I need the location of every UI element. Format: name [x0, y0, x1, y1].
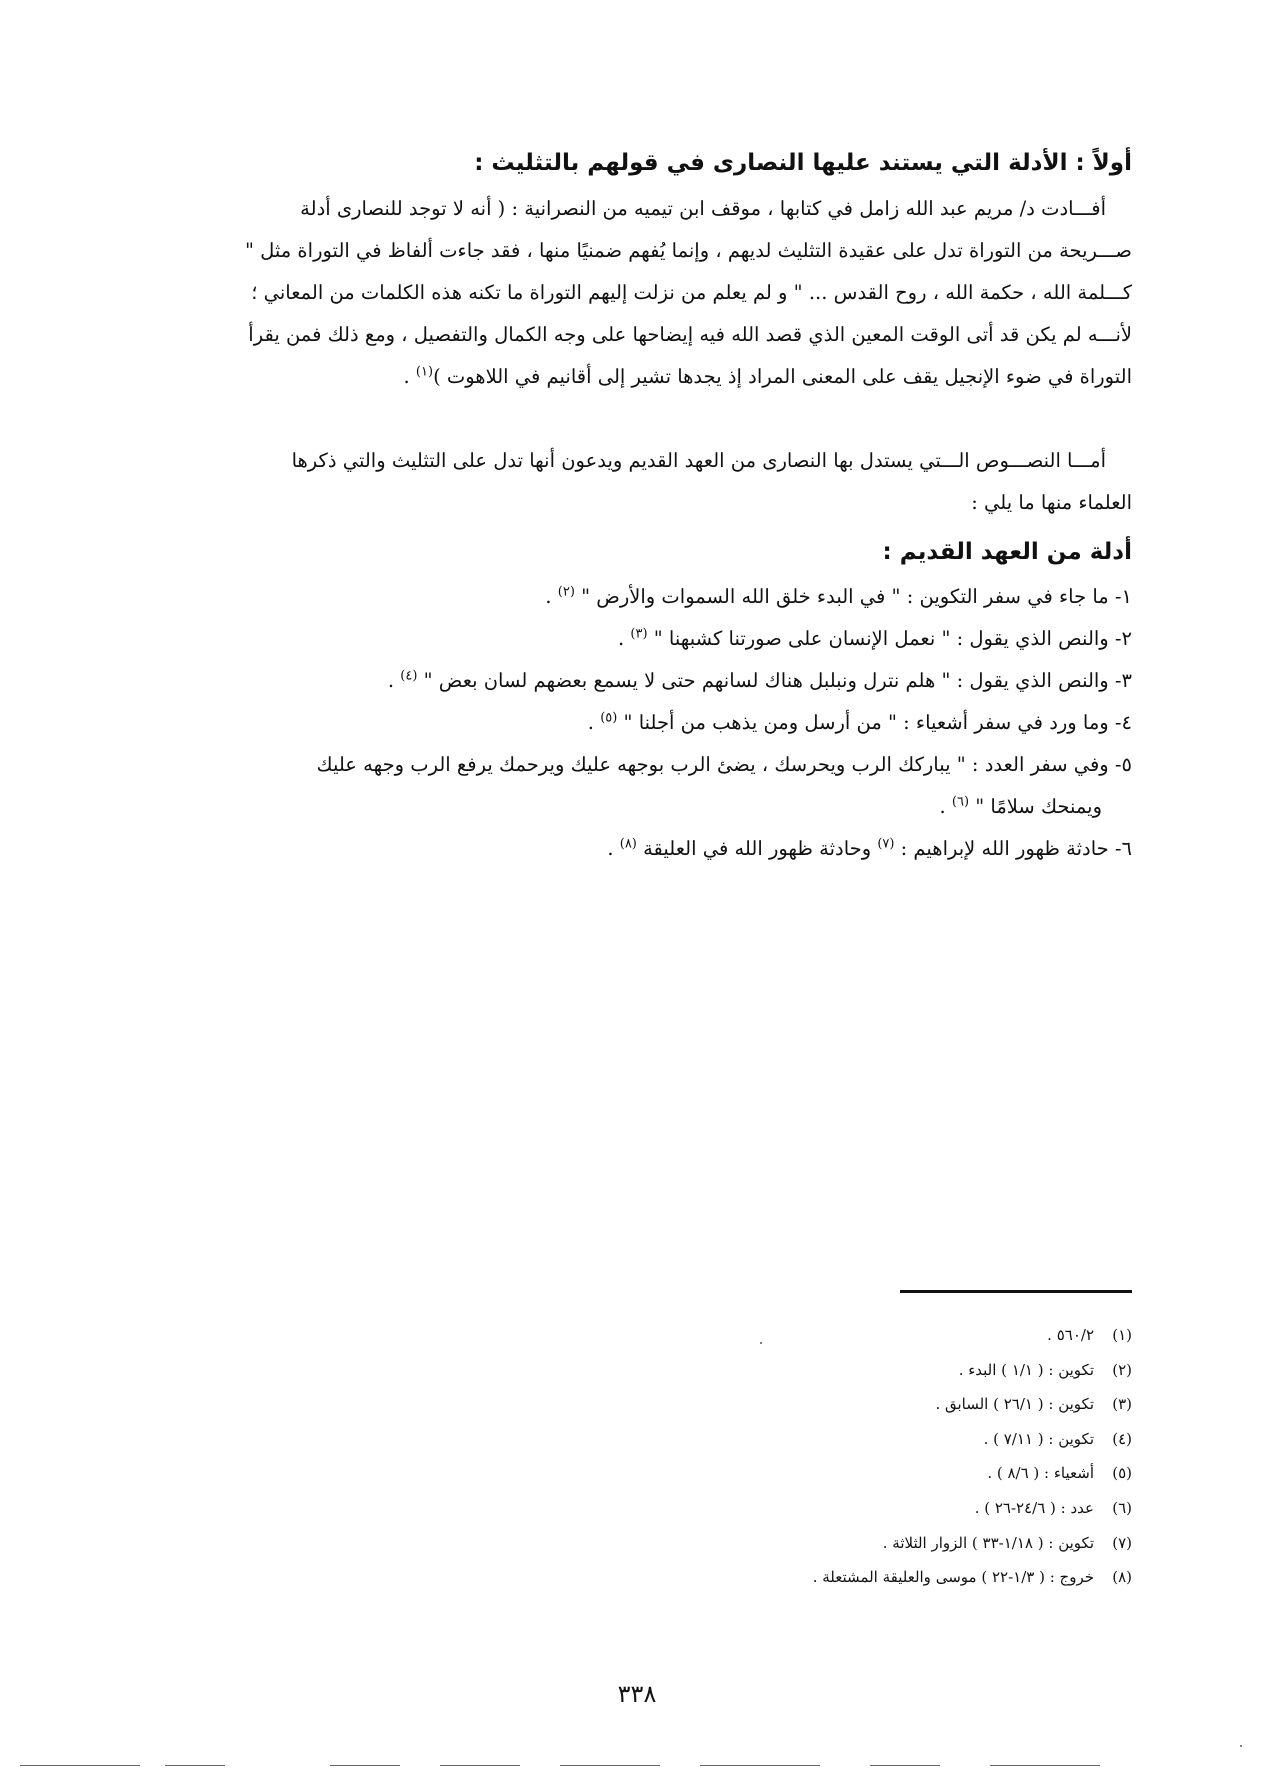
scan-artifact-line — [440, 1765, 520, 1766]
scan-artifact-line — [560, 1765, 660, 1766]
footnote: (٨)خروج : ( ١/٣-٢٢ ) موسى والعليقة المشتعلة . — [812, 1568, 1132, 1587]
footnotes — [432, 1318, 1132, 1595]
old-testament-intro-paragraph — [127, 440, 1132, 524]
paragraph-line: لأنـــه لم يكن قد أتى الوقت المعين الذي قصد الله فيه إيضاحها على وجه الكمال والتفصيل ، ومع ذلك فمن يقرأ — [248, 323, 1132, 346]
scan-artifact-line — [165, 1765, 225, 1766]
list-item: ١- ما جاء في سفر التكوين : " في البدء خلق الله السموات والأرض " $^{(٢)}$ . — [545, 584, 1132, 608]
footnote-separator — [900, 1290, 1132, 1293]
footnote: (٤)تكوين : ( ٧/١١ ) . — [983, 1429, 1132, 1448]
paragraph-line: كـــلمة الله ، حكمة الله ، روح القدس ... " و لم يعلم من نزلت إليهم التوراة ما تكنه هذه الكلمات من المعاني ؛ — [251, 281, 1132, 304]
list-item: ٣- والنص الذي يقول : " هلم نترل ونبلبل هناك لسانهم حتى لا يسمع بعضهم لسان بعض " $^{(٤)}$ . — [387, 668, 1132, 692]
footnote: (٥)أشعياء : ( ٨/٦ ) . — [987, 1464, 1132, 1483]
list-item: ٤- وما ورد في سفر أشعياء : " من أرسل ومن يذهب من أجلنا " $^{(٥)}$ . — [587, 710, 1132, 734]
scan-artifact-line — [330, 1765, 400, 1766]
paragraph-line: أمـــا النصـــوص الـــتي يستدل بها النصارى من العهد القديم ويدعون أنها تدل على التثليث والتي ذكرها — [291, 449, 1106, 472]
footnote: (٧)تكوين : ( ١/١٨-٣٣ ) الزوار الثلاثة . — [882, 1533, 1132, 1552]
footnote-ref: (٢) — [557, 584, 575, 600]
footnote-ref: (١) — [415, 364, 434, 380]
paragraph-line: العلماء منها ما يلي : — [971, 491, 1132, 514]
footnote-ref: (٥) — [600, 710, 618, 726]
section-heading-text: أدلة من العهد القديم : — [882, 539, 1132, 565]
paragraph-line: أفـــادت د/ مريم عبد الله زامل في كتابها ، موقف ابن تيميه من النصرانية : ( أنه لا توجد للنصارى أدلة — [300, 197, 1106, 220]
footnote: (٣)تكوين : ( ٢٦/١ ) السابق . — [935, 1395, 1132, 1414]
footnote-ref: (٨) — [619, 836, 637, 852]
list-item: ٢- والنص الذي يقول : " نعمل الإنسان على صورتنا كشبهنا " $^{(٣)}$ . — [618, 626, 1132, 650]
page-number: ٣٣٨ — [617, 1680, 657, 1708]
evidence-list — [127, 576, 1132, 870]
scan-artifact-line — [700, 1765, 820, 1766]
section-heading-text: أولاً : الأدلة التي يستند عليها النصارى في قولهم بالتثليث : — [474, 150, 1132, 176]
footnote-ref: (٣) — [630, 626, 648, 642]
list-item: ٦- حادثة ظهور الله لإبراهيم : $^{(٧)}$ وحادثة ظهور الله في العليقة $^{(٨)}$ . — [607, 836, 1132, 860]
footnote-ref: (٧) — [877, 836, 895, 852]
scan-artifact-line — [870, 1765, 940, 1766]
footnote: (٦)عدد : ( ٢٤/٦-٢٦ ) . — [974, 1498, 1132, 1517]
footnote: (١)٥٦٠/٢ . — [1047, 1326, 1132, 1344]
scan-artifact-speck — [1240, 1745, 1242, 1747]
paragraph-line: صـــريحة من التوراة تدل على عقيدة التثليث لديهم ، وإنما يُفهم ضمنيًا منها ، فقد جاءت ألفاظ في التوراة مثل " — [244, 239, 1132, 262]
footnote-ref: (٤) — [400, 668, 418, 684]
scan-artifact-speck — [760, 1342, 762, 1344]
intro-paragraph — [127, 188, 1132, 398]
footnote-ref: (٦) — [951, 794, 970, 810]
section-heading-trinity-evidence — [127, 146, 1132, 180]
paragraph-line: التوراة في ضوء الإنجيل يقف على المعنى المراد إذ يجدها تشير إلى أقانيم في اللاهوت )$^{(١)}$ . — [403, 364, 1132, 388]
list-item: ٥- وفي سفر العدد : " يباركك الرب ويحرسك ، يضئ الرب بوجهه عليك ويرحمك يرفع الرب وجهه عليك ويمنحك سلامًا " $^{(٦)}$ . — [316, 753, 1132, 818]
footnote: (٢)تكوين : ( ١/١ ) البدء . — [958, 1360, 1132, 1379]
scan-artifact-line — [990, 1765, 1100, 1766]
scan-artifact-line — [20, 1765, 140, 1766]
section-heading-old-testament — [127, 535, 1132, 569]
